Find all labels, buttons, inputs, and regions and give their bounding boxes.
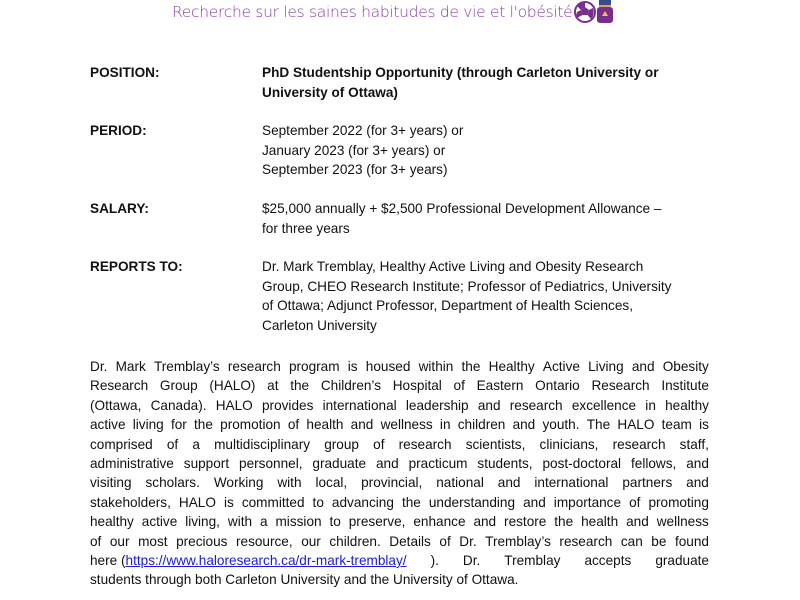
field-value-reports-to	[262, 257, 702, 335]
description-word: enhance	[413, 514, 466, 530]
link-line-word: Tremblay	[504, 552, 561, 568]
description-word: active	[90, 417, 126, 433]
field-label-reports-to: REPORTS TO:	[90, 259, 183, 274]
description-word: research	[398, 436, 452, 452]
description-word: comprised	[90, 436, 153, 452]
description-word: our	[301, 533, 321, 549]
description-word: leadership	[405, 397, 469, 413]
description-word: and	[477, 397, 501, 413]
description-word: promoting	[648, 494, 709, 510]
description-word: (HALO)	[209, 378, 256, 394]
description-line	[90, 415, 709, 434]
description-word: most	[138, 533, 168, 549]
description-word: is	[347, 359, 358, 374]
description-word: Children’s	[320, 378, 382, 394]
field-value-line: September 2022 (for 3+ years) or	[262, 123, 464, 138]
description-word: scientists,	[465, 436, 526, 452]
description-word: and	[497, 475, 521, 491]
description-word: advancing	[331, 494, 394, 510]
description-line	[90, 376, 709, 395]
description-word: Obesity	[662, 359, 709, 374]
description-word: the	[554, 514, 574, 530]
description-word: within	[418, 359, 454, 374]
field-value-line: PhD Studentship Opportunity (through Carleton University or	[262, 65, 659, 80]
description-word: Research	[591, 378, 650, 394]
description-word: research	[559, 533, 613, 549]
description-word: HALO	[215, 397, 253, 413]
description-word: understanding	[428, 494, 516, 510]
description-word: research	[227, 359, 281, 374]
description-word: Eastern	[476, 378, 524, 394]
description-word: and	[626, 514, 649, 530]
description-word: scholars.	[145, 475, 200, 491]
description-word: the	[461, 359, 481, 374]
description-word: Working	[213, 475, 264, 491]
description-word: partners	[622, 475, 673, 491]
description-word: living	[132, 417, 164, 433]
description-word: children.	[329, 533, 381, 549]
description-word: active	[141, 514, 178, 530]
description-word: the	[401, 494, 421, 510]
link-prefix: here (	[90, 552, 126, 568]
description-line	[90, 396, 709, 415]
description-last-line	[90, 570, 709, 589]
description-word: practicum	[408, 455, 468, 471]
description-word: promotion	[220, 417, 281, 433]
description-word: with	[277, 475, 302, 491]
description-word: Tremblay’s	[153, 359, 220, 374]
description-word: to	[329, 514, 341, 530]
description-word: wellness	[656, 514, 709, 530]
description-word: research	[612, 436, 666, 452]
description-word: importance	[553, 494, 622, 510]
description-word: support	[183, 455, 230, 471]
description-word: international	[322, 397, 397, 413]
field-value-position	[262, 63, 702, 102]
description-word: Mark	[115, 359, 146, 374]
field-value-line: September 2023 (for 3+ years)	[262, 162, 448, 178]
description-word: provincial,	[361, 475, 423, 491]
description-word: committed	[241, 494, 305, 510]
description-word: clinicians,	[539, 436, 599, 452]
description-word: health	[306, 417, 344, 433]
description-word: Research	[90, 378, 149, 394]
description-word: and	[350, 417, 374, 433]
description-word: of	[439, 533, 451, 549]
field-value-line: Carleton University	[262, 317, 377, 333]
description-word: team	[661, 417, 692, 433]
description-word: with	[227, 514, 253, 530]
description-word: (Ottawa,	[90, 397, 142, 413]
description-word: national	[436, 475, 484, 491]
description-word: and	[686, 455, 709, 471]
description-word: Canada).	[150, 397, 207, 413]
description-word: Active	[542, 359, 580, 374]
field-value-line: Dr. Mark Tremblay, Healthy Active Living and Obesity Research	[262, 259, 644, 274]
description-word: fellows,	[630, 455, 677, 471]
description-word: excellence	[571, 397, 637, 413]
description-word: graduate	[312, 455, 367, 471]
description-line	[90, 493, 709, 512]
description-word: to	[312, 494, 324, 510]
link-line-before	[90, 551, 407, 570]
field-value-period	[262, 121, 702, 180]
description-word: personnel,	[239, 455, 303, 471]
description-word: administrative	[90, 455, 174, 471]
description-word: and	[375, 455, 399, 471]
description-word: and	[473, 514, 497, 530]
description-word: Dr.	[90, 359, 108, 374]
description-word: and	[523, 494, 546, 510]
description-word: HALO	[617, 417, 655, 433]
description-word: the	[194, 417, 213, 433]
description-link-line	[90, 551, 709, 570]
description-word: of	[166, 436, 179, 452]
link-line-word: graduate	[655, 552, 709, 568]
description-word: precious	[176, 533, 228, 549]
link-line-word: accepts	[584, 552, 632, 568]
description-word: restore	[504, 514, 547, 530]
description-word: youth.	[542, 417, 580, 433]
description-word: research	[509, 397, 563, 413]
description-word: provides	[261, 397, 314, 413]
description-word: mission	[275, 514, 322, 530]
description-word: the	[290, 378, 310, 394]
description-word: Living	[588, 359, 624, 374]
description-word: a	[192, 436, 200, 452]
field-value-line: Group, CHEO Research Institute; Professor of Pediatrics, University	[262, 278, 672, 294]
description-last-line-text: students through both Carleton University and the University of Ottawa.	[90, 572, 519, 588]
description-word: The	[586, 417, 611, 433]
description-word: stakeholders,	[90, 494, 171, 510]
description-word: Group	[159, 378, 198, 394]
field-value-line: University of Ottawa)	[262, 84, 398, 100]
description-paragraph	[90, 357, 709, 590]
description-word: Details	[389, 533, 431, 549]
description-word: wellness	[380, 417, 433, 433]
description-word: visiting	[90, 475, 132, 491]
description-word: resource,	[235, 533, 293, 549]
description-word: of	[287, 417, 300, 433]
description-word: in	[645, 397, 656, 413]
description-word: and	[512, 417, 536, 433]
description-word: of	[373, 436, 385, 452]
link-line-word: Dr.	[462, 552, 481, 568]
header-tagline: Recherche sur les saines habitudes de vie et l'obésité	[172, 3, 573, 21]
description-line	[90, 357, 709, 376]
description-word: preserve,	[348, 514, 406, 530]
description-word: Dr.	[459, 533, 477, 549]
description-word: housed	[365, 359, 411, 374]
description-word: multidisciplinary	[214, 436, 311, 452]
description-word: group	[324, 436, 359, 452]
description-word: Hospital	[392, 378, 442, 394]
description-word: of	[629, 494, 641, 510]
description-line	[90, 532, 709, 551]
description-word: in	[439, 417, 451, 433]
link-line-word: ).	[430, 552, 439, 568]
field-value-line: $25,000 annually + $2,500 Professional Development Allowance –	[262, 201, 662, 216]
research-link[interactable]: https://www.haloresearch.ca/dr-mark-tremblay/	[125, 552, 407, 568]
field-value-line: January 2023 (for 3+ years) or	[262, 142, 446, 158]
description-word: international	[534, 475, 609, 491]
description-word: is	[223, 494, 234, 510]
field-value-line: for three years	[262, 220, 350, 236]
description-word: a	[260, 514, 268, 530]
description-word: found	[674, 533, 709, 549]
field-label-salary: SALARY:	[90, 201, 149, 216]
description-word: Healthy	[488, 359, 535, 374]
description-word: and	[631, 359, 655, 374]
description-word: living,	[185, 514, 220, 530]
description-word: Institute	[661, 378, 709, 394]
description-word: HALO	[178, 494, 216, 510]
description-word: our	[109, 533, 130, 549]
description-line	[90, 512, 709, 531]
description-word: can	[620, 533, 643, 549]
field-label-position: POSITION:	[90, 65, 160, 80]
description-word: of	[453, 378, 465, 394]
description-word: at	[267, 378, 279, 394]
description-word: healthy	[90, 514, 134, 530]
soccer-ball-and-backpack-icon	[573, 0, 617, 24]
description-word: children	[457, 417, 506, 433]
description-lines	[90, 357, 709, 551]
description-word: health	[581, 514, 619, 530]
description-word: for	[170, 417, 187, 433]
description-word: be	[651, 533, 667, 549]
description-word: post-doctoral	[542, 455, 622, 471]
field-value-line: of Ottawa; Adjunct Professor, Department of Health Sciences,	[262, 298, 633, 314]
description-line	[90, 473, 709, 492]
description-line	[90, 435, 709, 454]
description-word: Ontario	[535, 378, 580, 394]
description-word: is	[699, 417, 709, 433]
description-word: students,	[477, 455, 533, 471]
field-label-period: PERIOD:	[90, 123, 147, 138]
description-word: program	[288, 359, 340, 374]
field-value-salary	[262, 199, 702, 238]
description-word: staff,	[679, 436, 709, 452]
description-word: and	[686, 475, 709, 491]
description-word: Tremblay’s	[485, 533, 551, 549]
description-word: healthy	[665, 397, 709, 413]
description-word: of	[90, 533, 102, 549]
description-line	[90, 454, 709, 473]
description-word: local,	[315, 475, 348, 491]
